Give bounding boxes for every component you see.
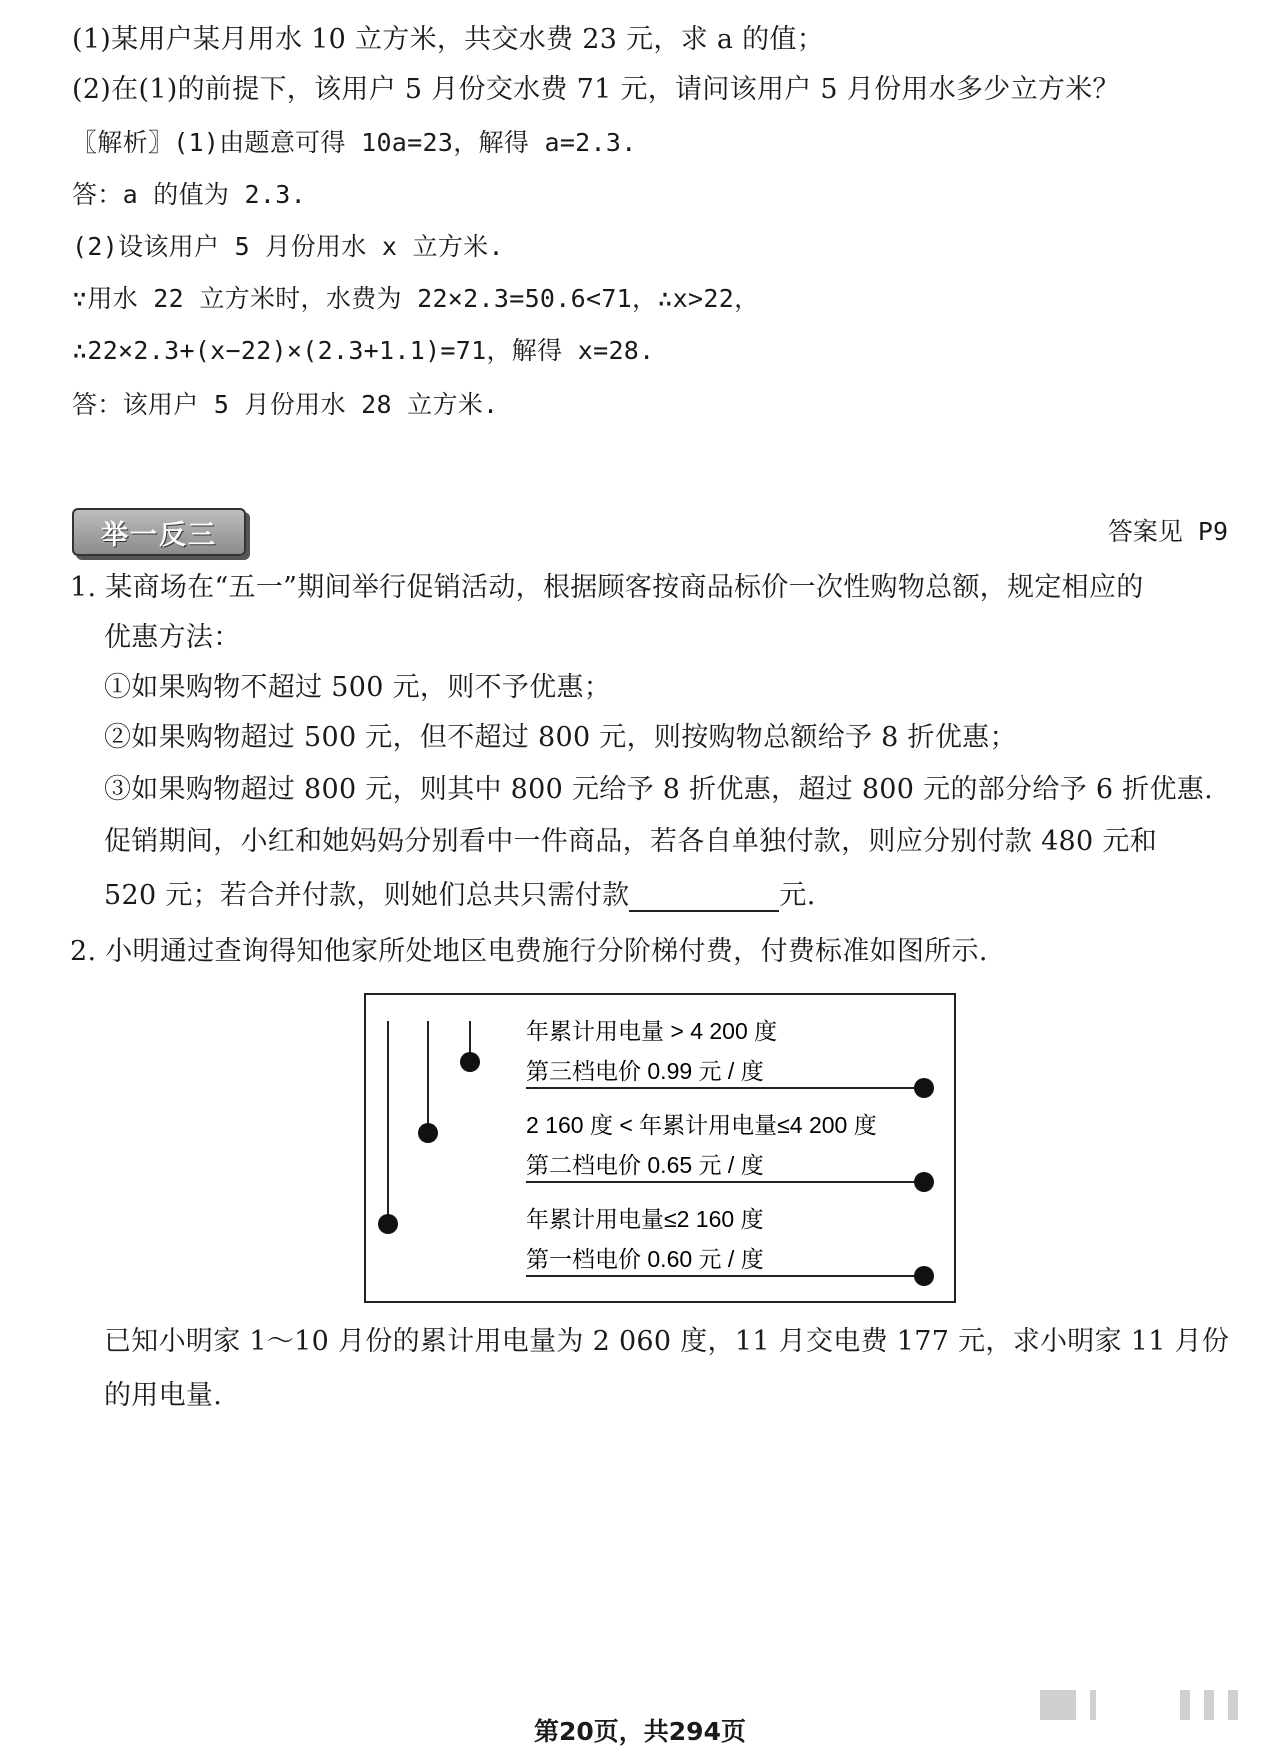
prev-solution-2b: ∵用水 22 立方米时，水费为 22×2.3=50.6<71，∴x>22，	[72, 284, 760, 313]
problem1-rule3: ③如果购物超过 800 元，则其中 800 元给予 8 折优惠，超过 800 元的部分给予 6 折优惠.	[104, 774, 1213, 805]
tier3-end-dot	[914, 1078, 934, 1098]
problem1-line1: 1. 某商场在“五一”期间举行促销活动，根据顾客按商品标价一次性购物总额，规定相应的	[70, 572, 1144, 603]
problem1-rule2: ②如果购物超过 500 元，但不超过 800 元，则按购物总额给予 8 折优惠；	[104, 722, 1017, 753]
prev-question-1: (1)某用户某月用水 10 立方米，共交水费 23 元，求 a 的值；	[72, 24, 825, 55]
prev-answer-2: 答：该用户 5 月份用水 28 立方米.	[72, 390, 499, 419]
problem2-after2: 的用电量.	[104, 1380, 223, 1411]
problem1-line7-unit: 元.	[779, 880, 816, 911]
section-badge: 举一反三	[72, 508, 246, 556]
tier1-end-dot	[914, 1266, 934, 1286]
tier-price-figure	[364, 993, 956, 1303]
tier3-price: 第三档电价 0.99 元 / 度	[526, 1058, 764, 1084]
tier1-condition: 年累计用电量≤2 160 度	[526, 1206, 764, 1232]
prev-solution-2c: ∴22×2.3+(x−22)×(2.3+1.1)=71，解得 x=28.	[72, 336, 655, 365]
prev-solution-1: 〖解析〗(1)由题意可得 10a=23，解得 a=2.3.	[72, 128, 637, 157]
problem1-rule1: ①如果购物不超过 500 元，则不予优惠；	[104, 672, 611, 703]
tier2-condition: 2 160 度 < 年累计用电量≤4 200 度	[526, 1112, 877, 1138]
problem1-line7	[104, 880, 816, 912]
tier1-start-dot	[378, 1214, 398, 1234]
prev-question-2: (2)在(1)的前提下，该用户 5 月份交水费 71 元，请问该用户 5 月份用水多少立方米？	[72, 74, 1120, 105]
page-number: 第20页，共294页	[534, 1717, 746, 1746]
problem1-line7-text: 520 元；若合并付款，则她们总共只需付款	[104, 880, 630, 911]
answer-blank	[629, 884, 779, 912]
problem1-line2: 优惠方法：	[104, 622, 241, 653]
problem2-line1: 2. 小明通过查询得知他家所处地区电费施行分阶梯付费，付费标准如图所示.	[70, 936, 988, 967]
prev-solution-2a: (2)设该用户 5 月份用水 x 立方米.	[72, 232, 504, 261]
prev-answer-1: 答：a 的值为 2.3.	[72, 180, 306, 209]
tier2-price: 第二档电价 0.65 元 / 度	[526, 1152, 764, 1178]
tier3-start-dot	[460, 1052, 480, 1072]
answer-reference: 答案见 P9	[1107, 517, 1228, 546]
tier2-start-dot	[418, 1123, 438, 1143]
problem1-line6: 促销期间，小红和她妈妈分别看中一件商品，若各自单独付款，则应分别付款 480 元和	[104, 826, 1157, 857]
problem2-after1: 已知小明家 1～10 月份的累计用电量为 2 060 度，11 月交电费 177 元，求小明家 11 月份	[104, 1326, 1230, 1357]
tier3-condition: 年累计用电量 > 4 200 度	[526, 1018, 778, 1044]
tier1-price: 第一档电价 0.60 元 / 度	[526, 1246, 764, 1272]
tier2-end-dot	[914, 1172, 934, 1192]
